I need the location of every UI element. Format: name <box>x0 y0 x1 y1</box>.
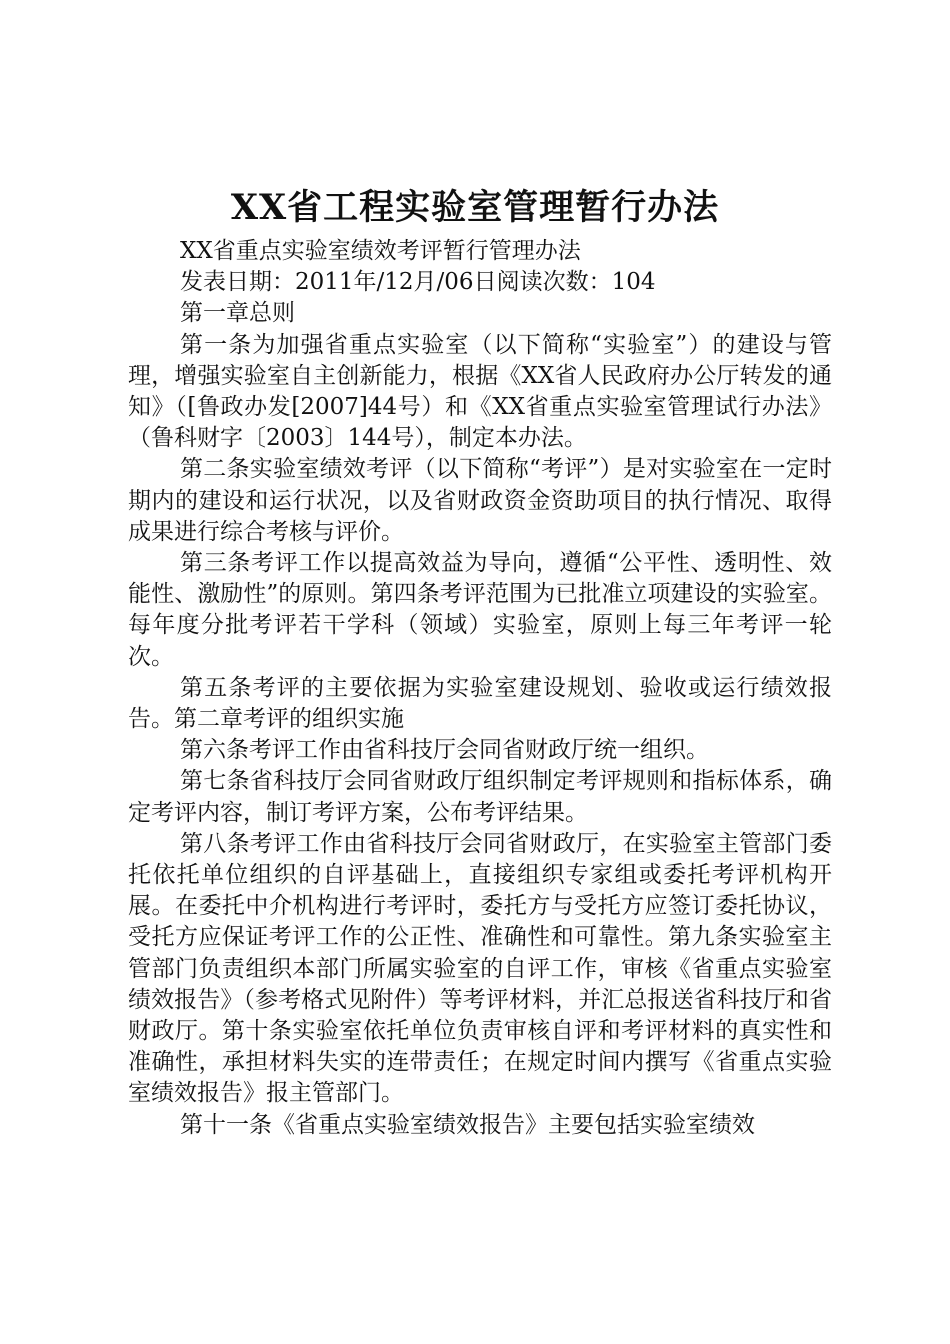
paragraph-article-2: 第二条实验室绩效考评（以下简称“考评”）是对实验室在一定时期内的建设和运行状况，以及省财政资金资助项目的执行情况、取得成果进行综合考核与评价。 <box>128 456 832 545</box>
chapter-heading: 第一章总则 <box>180 300 295 327</box>
paragraph-article-11: 第十一条《省重点实验室绩效报告》主要包括实验室绩效 <box>180 1111 755 1138</box>
paragraph-article-5: 第五条考评的主要依据为实验室建设规划、验收或运行绩效报告。第二章考评的组织实施 <box>128 674 832 733</box>
paragraph-article-7: 第七条省科技厅会同省财政厅组织制定考评规则和指标体系，确定考评内容，制订考评方案，公布考评结果。 <box>128 768 832 826</box>
document-subtitle: XX省重点实验室绩效考评暂行管理办法 <box>180 238 581 264</box>
paragraph-article-6: 第六条考评工作由省科技厅会同省财政厅统一组织。 <box>180 737 709 764</box>
paragraph-article-1: 第一条为加强省重点实验室（以下简称“实验室”）的建设与管理，增强实验室自主创新能力，根据《XX省人民政府办公厅转发的通知》（[鲁政办发[2007]44号）和《XX省重点实验室管理试行办法》（鲁科财字〔2003〕144号），制定本办法。 <box>128 331 832 452</box>
document-title: XX省工程实验室管理暂行办法 <box>230 187 720 228</box>
paragraph-article-3-4: 第三条考评工作以提高效益为导向，遵循“公平性、透明性、效能性、激励性”的原则。第四条考评范围为已批准立项建设的实验室。每年度分批考评若干学科（领域）实验室，原则上每三年考评一轮次。 <box>128 550 832 670</box>
paragraph-article-8-10: 第八条考评工作由省科技厅会同省财政厅，在实验室主管部门委托依托单位组织的自评基础上，直接组织专家组或委托考评机构开展。在委托中介机构进行考评时，委托方与受托方应签订委托协议，受托方应保证考评工作的公正性、准确性和可靠性。第九条实验室主管部门负责组织本部门所属实验室的自评工作，审核《省重点实验室绩效报告》（参考格式见附件）等考评材料，并汇总报送省科技厅和省财政厅。第十条实验室依托单位负责审核自评和考评材料的真实性和准确性，承担材料失实的连带责任；在规定时间内撰写《省重点实验室绩效报告》报主管部门。 <box>128 830 832 1107</box>
document-body <box>128 236 832 1141</box>
publish-info: 发表日期：2011年/12月/06日阅读次数：104 <box>180 269 656 296</box>
